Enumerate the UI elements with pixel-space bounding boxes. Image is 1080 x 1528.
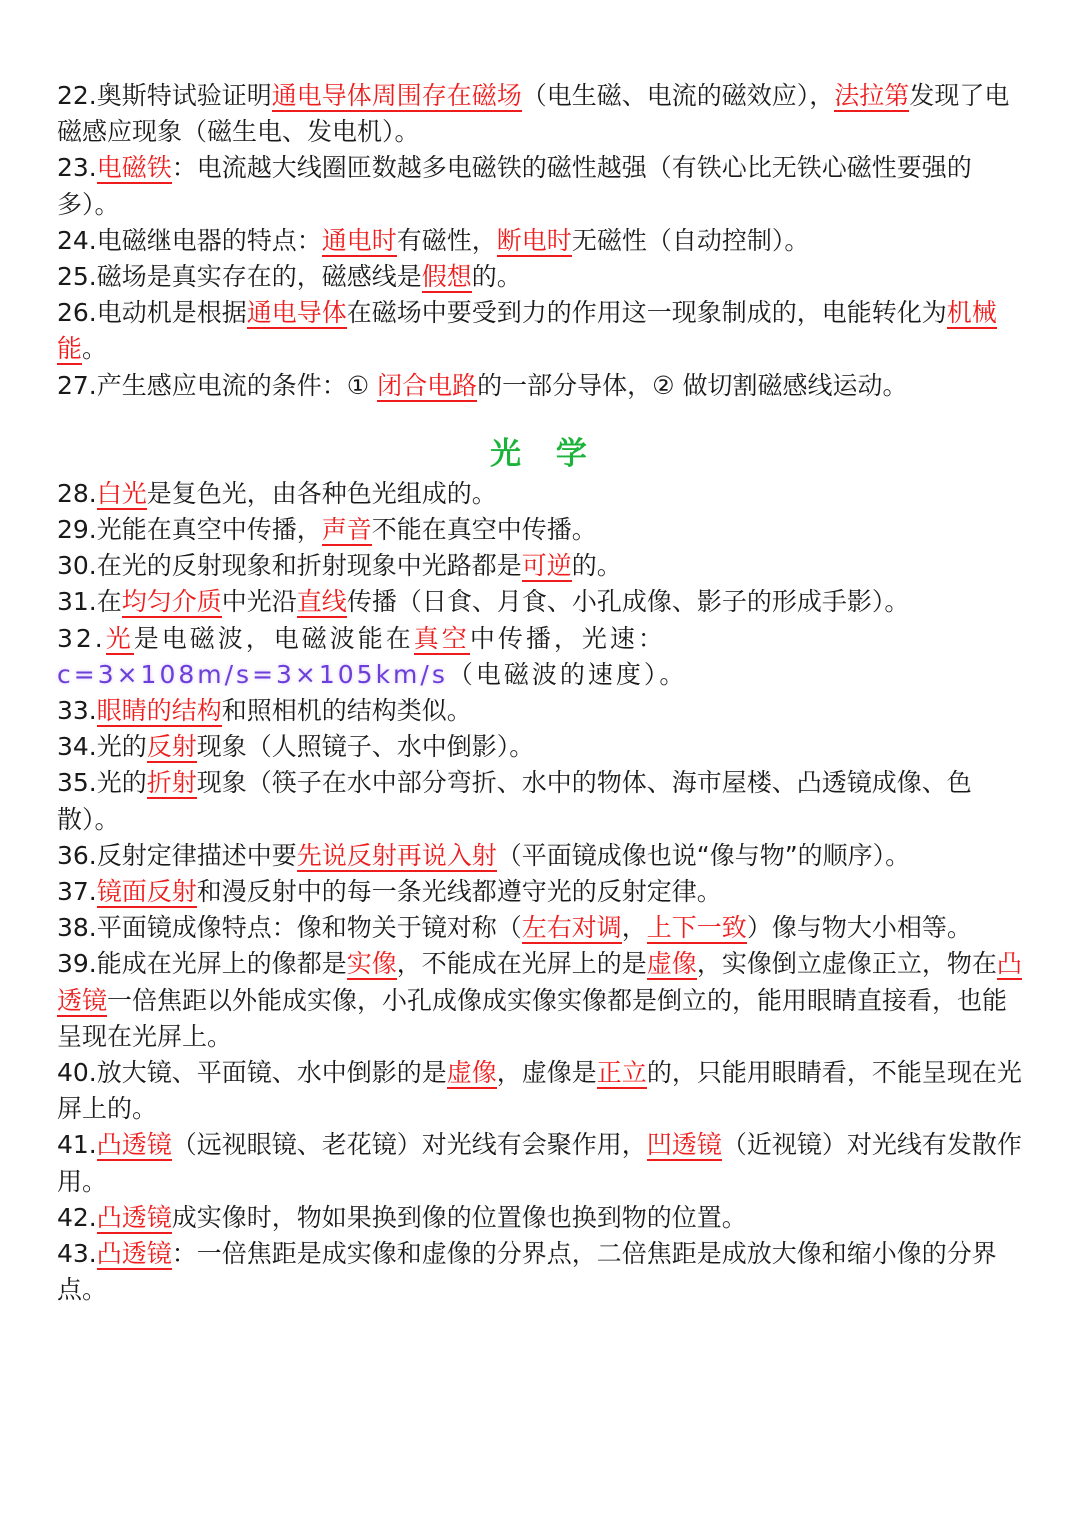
item-text: （电生磁、电流的磁效应）， bbox=[521, 81, 835, 110]
item-text: 28. bbox=[57, 478, 97, 508]
highlighted-term: 反射 bbox=[146, 732, 197, 762]
item-text: 24.电磁继电器的特点： bbox=[57, 225, 322, 255]
item-text: 29.光能在真空中传播， bbox=[57, 515, 322, 545]
list-item bbox=[57, 548, 1032, 584]
item-text: （电磁波的速度）。 bbox=[447, 659, 688, 689]
item-text: 是电磁波，电磁波能在 bbox=[133, 623, 414, 653]
item-text: 现象（人照镜子、水中倒影）。 bbox=[196, 732, 535, 762]
highlighted-term: 折射 bbox=[146, 768, 197, 798]
item-text: 。 bbox=[82, 334, 108, 364]
highlighted-term: 真空 bbox=[413, 623, 470, 653]
list-item bbox=[57, 1055, 1032, 1127]
item-text: 22.奥斯特试验证明 bbox=[57, 81, 272, 110]
list-item bbox=[57, 838, 1032, 874]
list-item bbox=[57, 910, 1032, 946]
item-text: 和漫反射中的每一条光线都遵守光的反射定律。 bbox=[196, 877, 722, 907]
list-item bbox=[57, 765, 1032, 837]
item-text: 33. bbox=[57, 696, 97, 726]
highlighted-term: 电磁铁 bbox=[96, 153, 172, 183]
list-item bbox=[57, 295, 1032, 367]
item-text: （平面镜成像也说“像与物”的顺序）。 bbox=[496, 840, 911, 870]
list-item bbox=[57, 78, 1032, 150]
item-text: 现象（筷子在水中部分弯折、水中的物体、海市屋楼、凸透镜成像、色散）。 bbox=[57, 768, 972, 834]
item-text: ， bbox=[621, 913, 647, 943]
item-text: 42. bbox=[57, 1202, 97, 1232]
list-item bbox=[57, 223, 1032, 259]
light-speed-formula: c=3×108m/s=3×105km/s bbox=[57, 659, 448, 689]
highlighted-term: 声音 bbox=[321, 515, 372, 545]
highlighted-term: 凹透镜 bbox=[646, 1130, 722, 1160]
list-item bbox=[57, 946, 1032, 1055]
highlighted-term: 左右对调 bbox=[521, 913, 622, 943]
highlighted-term: 凸透镜 bbox=[57, 949, 1022, 1015]
item-text: 35.光的 bbox=[57, 768, 147, 798]
list-item bbox=[57, 512, 1032, 548]
list-item bbox=[57, 259, 1032, 295]
item-text: 不能在真空中传播。 bbox=[371, 515, 597, 545]
item-text: 37. bbox=[57, 877, 97, 907]
highlighted-term: 凸透镜 bbox=[96, 1202, 172, 1232]
highlighted-term: 凸透镜 bbox=[96, 1239, 172, 1269]
highlighted-term: 闭合电路 bbox=[377, 370, 478, 400]
item-text: （远视眼镜、老花镜）对光线有会聚作用， bbox=[171, 1130, 647, 1160]
list-item bbox=[57, 1127, 1032, 1199]
item-text: 34.光的 bbox=[57, 732, 147, 762]
list-item bbox=[57, 368, 1032, 404]
highlighted-term: 直线 bbox=[296, 587, 347, 617]
item-text: 的，只能用眼睛看，不能呈现在光屏上的。 bbox=[57, 1058, 1022, 1124]
highlighted-term: 机械能 bbox=[57, 298, 997, 364]
item-text: 39.能成在光屏上的像都是 bbox=[57, 949, 347, 979]
highlighted-term: 通电时 bbox=[321, 225, 397, 255]
item-text: 40.放大镜、平面镜、水中倒影的是 bbox=[57, 1058, 447, 1088]
optics-list bbox=[57, 476, 1032, 1309]
item-text: ，不能成在光屏上的是 bbox=[396, 949, 647, 979]
item-text: 无磁性（自动控制）。 bbox=[571, 225, 810, 255]
item-text: 36.反射定律描述中要 bbox=[57, 840, 297, 870]
highlighted-term: 镜面反射 bbox=[96, 877, 197, 907]
item-text: 在磁场中要受到力的作用这一现象制成的，电能转化为 bbox=[346, 298, 947, 328]
highlighted-term: 眼睛的结构 bbox=[96, 696, 222, 726]
item-text: 成实像时，物如果换到像的位置像也换到物的位置。 bbox=[171, 1202, 747, 1232]
highlighted-term: 法拉第 bbox=[834, 81, 910, 110]
list-item bbox=[57, 729, 1032, 765]
section-title-optics: 光 学 bbox=[490, 435, 599, 472]
highlighted-term: 先说反射再说入射 bbox=[296, 840, 497, 870]
electromagnetism-list bbox=[57, 78, 1032, 404]
highlighted-term: 可逆 bbox=[521, 551, 572, 581]
list-item bbox=[57, 1236, 1032, 1308]
document-page bbox=[57, 78, 1032, 1309]
highlighted-term: 凸透镜 bbox=[96, 1130, 172, 1160]
item-text: 25.磁场是真实存在的，磁感线是 bbox=[57, 262, 422, 292]
highlighted-term: 实像 bbox=[346, 949, 397, 979]
item-text: 的。 bbox=[471, 262, 522, 292]
list-item bbox=[57, 693, 1032, 729]
highlighted-term: 正立 bbox=[596, 1058, 647, 1088]
list-item bbox=[57, 621, 1032, 693]
item-text: 27.产生感应电流的条件：① bbox=[57, 370, 378, 400]
highlighted-term: 虚像 bbox=[446, 1058, 497, 1088]
item-text: 中光沿 bbox=[221, 587, 297, 617]
item-text: 有磁性， bbox=[396, 225, 497, 255]
item-text: ：电流越大线圈匝数越多电磁铁的磁性越强（有铁心比无铁心磁性要强的多）。 bbox=[57, 153, 972, 219]
item-text: 的。 bbox=[571, 551, 622, 581]
item-text: ）像与物大小相等。 bbox=[746, 913, 972, 943]
item-text: 30.在光的反射现象和折射现象中光路都是 bbox=[57, 551, 522, 581]
item-text: （近视镜）对光线有发散作用。 bbox=[57, 1130, 1022, 1196]
item-text: 31.在 bbox=[57, 587, 122, 617]
list-item bbox=[57, 476, 1032, 512]
highlighted-term: 通电导体周围存在磁场 bbox=[271, 81, 522, 110]
item-text: 和照相机的结构类似。 bbox=[221, 696, 472, 726]
item-text: ，虚像是 bbox=[496, 1058, 597, 1088]
item-text: 一倍焦距以外能成实像，小孔成像成实像实像都是倒立的，能用眼睛直接看，也能呈现在光屏上。 bbox=[57, 985, 1008, 1051]
list-item bbox=[57, 874, 1032, 910]
highlighted-term: 虚像 bbox=[646, 949, 697, 979]
list-item bbox=[57, 150, 1032, 222]
item-text: 23. bbox=[57, 153, 97, 183]
highlighted-term: 通电导体 bbox=[246, 298, 347, 328]
item-text: 传播（日食、月食、小孔成像、影子的形成手影）。 bbox=[346, 587, 910, 617]
list-item bbox=[57, 1200, 1032, 1236]
item-text: 的一部分导体，② 做切割磁感线运动。 bbox=[477, 370, 908, 400]
item-text: 43. bbox=[57, 1239, 97, 1269]
list-item bbox=[57, 584, 1032, 620]
item-text: 发现了电磁感应现象（磁生电、发电机）。 bbox=[57, 81, 1010, 147]
highlighted-term: 光 bbox=[105, 623, 134, 653]
item-text: 32. bbox=[57, 623, 106, 653]
highlighted-term: 均匀介质 bbox=[121, 587, 222, 617]
item-text: 38.平面镜成像特点：像和物关于镜对称（ bbox=[57, 913, 522, 943]
item-text: 41. bbox=[57, 1130, 97, 1160]
highlighted-term: 上下一致 bbox=[646, 913, 747, 943]
item-text: ：一倍焦距是成实像和虚像的分界点，二倍焦距是成放大像和缩小像的分界点。 bbox=[57, 1239, 997, 1305]
item-text: ，实像倒立虚像正立，物在 bbox=[696, 949, 997, 979]
highlighted-term: 假想 bbox=[421, 262, 472, 292]
highlighted-term: 断电时 bbox=[496, 225, 572, 255]
item-text: 是复色光，由各种色光组成的。 bbox=[146, 478, 497, 508]
item-text: 26.电动机是根据 bbox=[57, 298, 247, 328]
highlighted-term: 白光 bbox=[96, 478, 147, 508]
item-text: 中传播，光速： bbox=[469, 623, 666, 653]
